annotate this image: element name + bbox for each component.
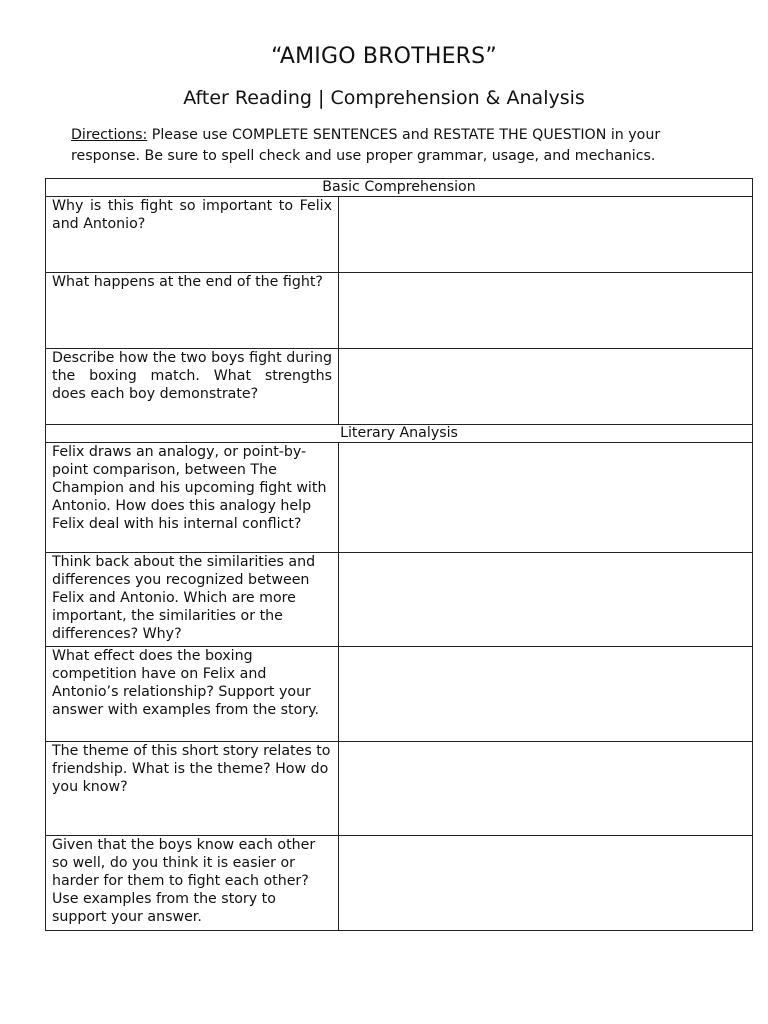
answer-cell[interactable]	[339, 553, 753, 647]
question-text: Given that the boys know each other so well, do you think it is easier or harder for them to fight each other? Use examples from the story to support your answer.	[46, 836, 339, 931]
question-row	[46, 197, 753, 273]
answer-cell[interactable]	[339, 647, 753, 742]
question-text: What happens at the end of the fight?	[46, 273, 339, 349]
question-row	[46, 349, 753, 425]
section-heading-row	[46, 425, 753, 443]
question-row	[46, 273, 753, 349]
answer-cell[interactable]	[339, 273, 753, 349]
page-subtitle: After Reading | Comprehension & Analysis	[183, 87, 585, 109]
directions-label: Directions:	[71, 127, 148, 143]
answer-cell[interactable]	[339, 349, 753, 425]
worksheet-table	[45, 178, 753, 931]
question-text: What effect does the boxing competition have on Felix and Antonio’s relationship? Support your answer with examples from the story.	[46, 647, 339, 742]
section-heading-row	[46, 179, 753, 197]
question-text: Why is this fight so important to Felix and Antonio?	[46, 197, 339, 273]
question-row	[46, 836, 753, 931]
question-text: The theme of this short story relates to friendship. What is the theme? How do you know?	[46, 742, 339, 836]
answer-cell[interactable]	[339, 836, 753, 931]
answer-cell[interactable]	[339, 742, 753, 836]
question-row	[46, 443, 753, 553]
page-title: “AMIGO BROTHERS”	[271, 44, 497, 69]
directions-text: Please use COMPLETE SENTENCES and RESTATE THE QUESTION in your response. Be sure to spell check and use proper grammar, usage, and mechanics.	[71, 127, 661, 164]
directions	[71, 125, 711, 167]
question-text: Think back about the similarities and differences you recognized between Felix and Antonio. Which are more important, the similarities or the differences? Why?	[46, 553, 339, 647]
question-row	[46, 553, 753, 647]
answer-cell[interactable]	[339, 197, 753, 273]
question-text: Describe how the two boys fight during the boxing match. What strengths does each boy demonstrate?	[46, 349, 339, 425]
answer-cell[interactable]	[339, 443, 753, 553]
question-row	[46, 742, 753, 836]
question-row	[46, 647, 753, 742]
section-heading-literary: Literary Analysis	[46, 425, 753, 443]
question-text: Felix draws an analogy, or point-by-point comparison, between The Champion and his upcoming fight with Antonio. How does this analogy help Felix deal with his internal conflict?	[46, 443, 339, 553]
section-heading-basic: Basic Comprehension	[46, 179, 753, 197]
